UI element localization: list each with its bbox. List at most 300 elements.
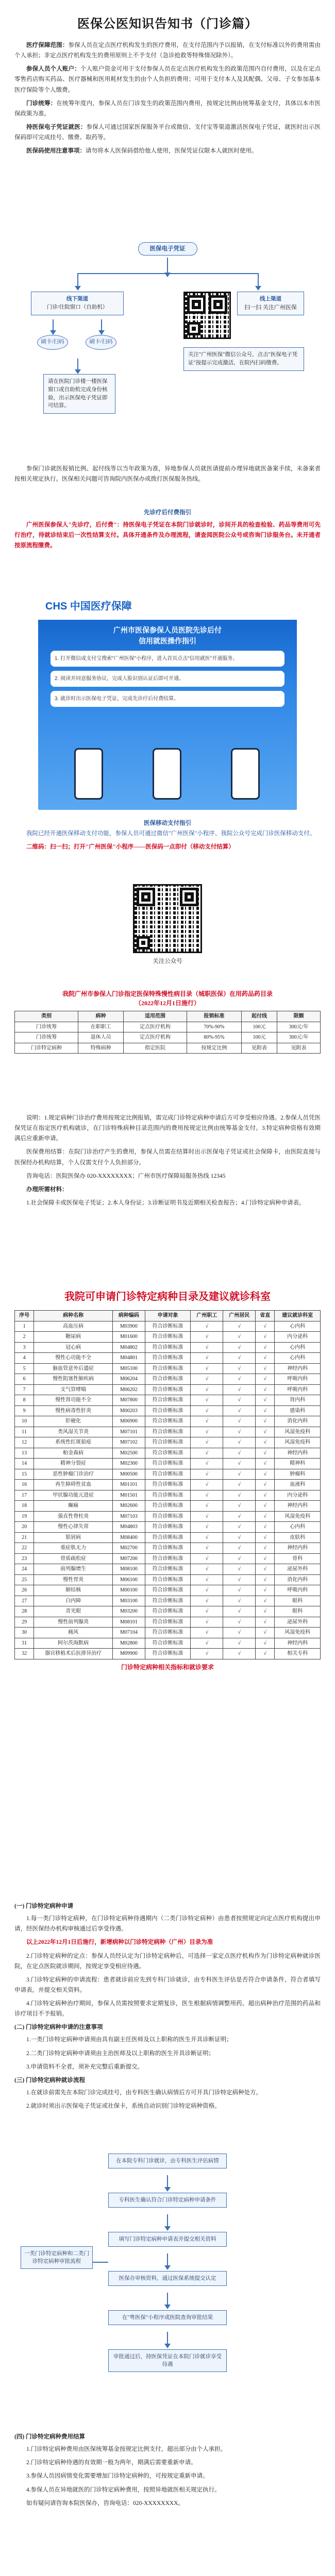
section-5-materials-title: 办理所需材料： <box>26 1186 68 1193</box>
table-cell: √ <box>256 1617 275 1628</box>
table-header-cell: 病种 <box>78 1011 124 1022</box>
table-cell: 神经内科 <box>275 1448 321 1459</box>
flow-step-4 <box>108 2271 227 2286</box>
table-header-cell: 病种名称 <box>34 1311 113 1321</box>
page-title: 医保公医知识告知书（门诊篇） <box>77 18 258 31</box>
table-cell: M08400 <box>112 1532 145 1543</box>
table-body <box>15 1321 321 1659</box>
table-cell: √ <box>191 1353 223 1364</box>
table-row <box>15 1405 321 1416</box>
table-cell: √ <box>256 1553 275 1564</box>
table-cell: 强直性脊柱炎 <box>34 1511 113 1522</box>
section-6-item: 1.一类门诊特定病种申请须由具有副主任医师及以上职称的医生开具诊断证明； <box>26 2037 232 2043</box>
table-cell: 神经内科 <box>275 1543 321 1554</box>
online-qr-caption: 扫一扫 关注广州医保 <box>244 304 297 311</box>
table-cell: M00500 <box>112 1469 145 1480</box>
table-2-footer: 门诊特定病种相关指标和就诊要求 <box>121 1663 214 1671</box>
table-cell: 符合诊断标准 <box>145 1532 191 1543</box>
table-cell: 符合诊断标准 <box>145 1374 191 1385</box>
para-lead: 持医保电子凭证就医： <box>26 124 87 130</box>
table-cell: 30 <box>15 1628 34 1638</box>
table-cell: M07103 <box>112 1511 145 1522</box>
flow-connector <box>167 2253 168 2266</box>
table-cell: 符合诊断标准 <box>145 1395 191 1406</box>
section-6-item: 3.申请资料不全者，须补充完整后重新提交。 <box>26 2063 144 2070</box>
table-cell: M02300 <box>112 1459 145 1469</box>
table-cell: 符合诊断标准 <box>145 1501 191 1512</box>
table-2-section <box>14 1288 321 1672</box>
table-cell: 定点医疗机构 <box>123 1032 187 1043</box>
table-cell: √ <box>191 1543 223 1554</box>
table-cell: 10 <box>15 1416 34 1427</box>
table-row <box>15 1490 321 1501</box>
table-cell: √ <box>191 1522 223 1533</box>
table-cell: √ <box>223 1480 256 1490</box>
table-cell: √ <box>223 1448 256 1459</box>
flow-step-text: 医保办审核资料，通过医保系统提交认定 <box>119 2276 216 2281</box>
table-cell: 心内科 <box>275 1321 321 1332</box>
table-cell: √ <box>256 1649 275 1659</box>
table-header-cell: 申请对象 <box>145 1311 191 1321</box>
table-cell: 慢性前列腺炎 <box>34 1617 113 1628</box>
intro-paragraph-4 <box>14 122 321 143</box>
table-cell: √ <box>256 1448 275 1459</box>
table-cell: M04802 <box>112 1342 145 1353</box>
table-cell: √ <box>256 1501 275 1512</box>
table-cell: √ <box>256 1469 275 1480</box>
section-5 <box>14 1113 321 1211</box>
poster-title-line-1: 广州市医保参保人员医院先诊后付 <box>113 626 222 634</box>
offline-oval-1 <box>37 335 68 350</box>
table-cell: 甲状腺功能亢进症 <box>34 1490 113 1501</box>
table-cell: M07102 <box>112 1437 145 1448</box>
table-header-cell: 类别 <box>15 1011 78 1022</box>
table-1-title: 我院广州市参保人门诊指定医保特殊慢性病目录（城职医保）在用药品药目录 <box>62 990 273 997</box>
table-cell: 符合诊断标准 <box>145 1363 191 1374</box>
table-cell: 符合诊断标准 <box>145 1649 191 1659</box>
table-cell: 符合诊断标准 <box>145 1332 191 1343</box>
table-cell: √ <box>223 1553 256 1564</box>
table-cell: 门诊统筹 <box>15 1022 78 1032</box>
poster-title <box>38 625 297 647</box>
flow-step-1 <box>108 2154 227 2168</box>
table-header-cell: 适用范围 <box>123 1011 187 1022</box>
table-cell: √ <box>223 1332 256 1343</box>
table-cell: M06100 <box>112 1574 145 1585</box>
table-cell: √ <box>191 1405 223 1416</box>
intro-paragraph-5 <box>14 146 321 156</box>
table-cell: √ <box>256 1459 275 1469</box>
table-cell: √ <box>191 1501 223 1512</box>
table-cell: 13 <box>15 1448 34 1459</box>
table-cell: 符合诊断标准 <box>145 1342 191 1353</box>
table-cell: 青光眼 <box>34 1606 113 1617</box>
table-cell: √ <box>191 1342 223 1353</box>
table-cell: 符合诊断标准 <box>145 1564 191 1575</box>
flow-step-text: 专科医生确认符合门诊特定病种申请条件 <box>119 2197 216 2203</box>
flow-connector <box>53 319 54 331</box>
table-cell: 支气管哮喘 <box>34 1384 113 1395</box>
table-cell: √ <box>223 1628 256 1638</box>
table-cell: √ <box>223 1606 256 1617</box>
table-cell: √ <box>256 1490 275 1501</box>
table-cell: 肿瘤科 <box>275 1469 321 1480</box>
table-cell: √ <box>223 1501 256 1512</box>
table-cell: √ <box>256 1564 275 1575</box>
table-row <box>15 1022 321 1032</box>
table-cell: 血液科 <box>275 1480 321 1490</box>
table-cell: M03200 <box>112 1606 145 1617</box>
para-text: 个人账户资金可用于支付参保人员在定点医疗机构发生的政策范围内自付费用，以及在定点零售药店购买药品、医疗器械和医用耗材发生的由个人负担的费用；可用于支付本人及其配偶、父母、子女参加基本医疗保险等个人缴费。 <box>14 66 321 93</box>
table-cell: 符合诊断标准 <box>145 1427 191 1437</box>
section-2-paragraph: 参保门诊就医报销比例、起付线等以当年政策为准，异地参保人员就医请提前办理异地就医备案手续，未备案者按相关规定执行。医保相关问题可咨询院内医保办或拨打医保服务热线。 <box>14 466 321 483</box>
table-cell: 符合诊断标准 <box>145 1384 191 1395</box>
table-cell: M07800 <box>112 1395 145 1406</box>
table-cell: 25 <box>15 1574 34 1585</box>
table-cell: 消化内科 <box>275 1574 321 1585</box>
table-cell: 5 <box>15 1363 34 1374</box>
table-cell: 100元 <box>241 1032 277 1043</box>
table-cell: 23 <box>15 1553 34 1564</box>
table-cell: √ <box>256 1532 275 1543</box>
table-header-cell: 报销标准 <box>187 1011 241 1022</box>
table-cell: 16 <box>15 1480 34 1490</box>
table-cell: 4 <box>15 1353 34 1364</box>
table-cell: 慢性心律失常 <box>34 1522 113 1533</box>
table-cell: 神经内科 <box>275 1501 321 1512</box>
offline-oval-2 <box>86 335 116 350</box>
flow-step-text: 审批通过后，持医保凭证在本院门诊就诊享受待遇 <box>113 2354 222 2368</box>
table-cell: M02500 <box>112 1448 145 1459</box>
table-cell: 80%-95% <box>187 1032 241 1043</box>
table-cell: √ <box>191 1606 223 1617</box>
table-cell: √ <box>191 1459 223 1469</box>
flow-step-text: 填写门诊特定病种申请表并提交相关资料 <box>119 2236 216 2242</box>
table-row <box>15 1553 321 1564</box>
table-cell: M05100 <box>112 1363 145 1374</box>
table-cell: M08101 <box>112 1617 145 1628</box>
special-disease-flowchart <box>0 2154 335 2421</box>
table-cell: 内分泌科 <box>275 1332 321 1343</box>
table-body <box>15 1022 321 1054</box>
poster-step-text: 3. 就诊时出示医保电子凭证，完成先诊疗后付费结算。 <box>55 696 179 702</box>
table-cell: √ <box>191 1448 223 1459</box>
table-row <box>15 1511 321 1522</box>
flow-side-note <box>21 2246 93 2269</box>
flow-connector <box>93 2262 108 2263</box>
flow-connector <box>167 2175 168 2188</box>
table-cell: 31 <box>15 1638 34 1649</box>
table-cell: √ <box>223 1353 256 1364</box>
table-cell: √ <box>223 1459 256 1469</box>
section-6-heading-1: (一) 门诊特定病种申请 <box>14 1903 74 1909</box>
table-cell: 慢性阻塞性肺疾病 <box>34 1374 113 1385</box>
table-cell: 符合诊断标准 <box>145 1585 191 1596</box>
table-cell: 20 <box>15 1522 34 1533</box>
table-cell: 类风湿关节炎 <box>34 1427 113 1437</box>
table-cell: 内分泌科 <box>275 1490 321 1501</box>
oval-text: 刷卡/扫码 <box>41 339 64 345</box>
section-6-paragraph: 3.门诊特定病种的申请流程：患者就诊前应先到专科门诊就诊，由专科医生评估是否符合申请条件，符合者填写申请表，并提交相关资料。 <box>14 1976 321 1993</box>
table-cell: 70%-90% <box>187 1022 241 1032</box>
phone-icon <box>231 748 260 800</box>
table-cell: 符合诊断标准 <box>145 1522 191 1533</box>
section-6-paragraph: 2.门诊特定病种的定点：参保人员经认定为门诊特定病种后，可选择一家定点医疗机构作为门诊特定病种就诊医院，在定点医院就诊期间，按规定享受相应待遇。 <box>14 1953 321 1970</box>
section-4-heading: 医保移动支付指引 <box>144 820 191 826</box>
table-1 <box>14 1011 321 1054</box>
table-cell: 感染科 <box>275 1405 321 1416</box>
table-cell: 符合诊断标准 <box>145 1511 191 1522</box>
table-cell: √ <box>256 1606 275 1617</box>
table-cell: √ <box>191 1363 223 1374</box>
table-cell: √ <box>223 1437 256 1448</box>
table-cell: 32 <box>15 1649 34 1659</box>
table-cell: √ <box>256 1332 275 1343</box>
table-cell: 符合诊断标准 <box>145 1321 191 1332</box>
table-header-cell: 省直 <box>256 1311 275 1321</box>
flow-step-text: 在本院专科门诊就诊，由专科医生评估病情 <box>116 2158 219 2164</box>
flow-connector <box>167 2293 168 2305</box>
table-cell: √ <box>256 1511 275 1522</box>
intro-paragraph-3 <box>14 98 321 119</box>
table-cell: M04803 <box>112 1522 145 1533</box>
table-cell: 冠心病 <box>34 1342 113 1353</box>
table-cell: √ <box>256 1437 275 1448</box>
table-row <box>15 1480 321 1490</box>
table-cell: 肾内科 <box>275 1395 321 1406</box>
section-6-heading-3: (三) 门诊特定病种就诊流程 <box>14 2077 86 2083</box>
flow-top-node: 医保电子凭证 <box>138 242 197 256</box>
table-cell: 泌尿外科 <box>275 1564 321 1575</box>
para-lead: 医疗保障范围： <box>26 42 69 48</box>
table-cell: √ <box>191 1574 223 1585</box>
offline-channel-title: 线下渠道 <box>66 296 88 302</box>
table-row <box>15 1638 321 1649</box>
table-cell: √ <box>256 1342 275 1353</box>
table-cell: √ <box>191 1469 223 1480</box>
section-6-paragraph: 1.每一类门诊特定病种，在门诊特定病种待遇期内（二类门诊特定病种）由患者按照规定向定点医疗机构提出申请，经医保经办机构审核通过后享受待遇。 <box>14 1916 321 1933</box>
table-cell: 符合诊断标准 <box>145 1469 191 1480</box>
section-7 <box>14 2432 321 2512</box>
table-cell: 300元/年 <box>277 1032 321 1043</box>
qr-caption: 关注公众号 <box>153 958 182 964</box>
poster-title-line-2: 信用就医操作指引 <box>139 637 196 645</box>
flow-connector <box>77 273 78 286</box>
table-header-row <box>15 1311 321 1321</box>
intro-paragraph-1 <box>14 40 321 61</box>
online-note-box <box>183 347 304 371</box>
table-cell: 指定医院 <box>123 1043 187 1054</box>
table-cell: √ <box>256 1628 275 1638</box>
flow-connector <box>167 258 168 273</box>
section-6-item: 2.就诊时须出示医保电子凭证或社保卡，系统自动识别门诊特定病种资格。 <box>26 2103 221 2109</box>
table-cell: 17 <box>15 1490 34 1501</box>
table-cell: 符合诊断标准 <box>145 1574 191 1585</box>
table-cell: 按规定比例 <box>187 1043 241 1054</box>
table-cell: √ <box>223 1574 256 1585</box>
table-cell: 眼科 <box>275 1606 321 1617</box>
table-cell: 器官移植术后抗排异治疗 <box>34 1649 113 1659</box>
qr-code-icon <box>183 292 231 339</box>
table-row <box>15 1332 321 1343</box>
table-header-cell: 病种编码 <box>112 1311 145 1321</box>
table-row <box>15 1363 321 1374</box>
table-cell: 眼科 <box>275 1596 321 1606</box>
flow-step-6 <box>108 2349 227 2372</box>
table-cell: √ <box>256 1395 275 1406</box>
table-cell: 特殊病种 <box>78 1043 124 1054</box>
intro-section <box>14 40 321 159</box>
table-cell: M02700 <box>112 1543 145 1554</box>
table-header-cell: 广州职工 <box>191 1311 223 1321</box>
table-cell: M07200 <box>112 1553 145 1564</box>
table-cell: √ <box>223 1596 256 1606</box>
table-cell: √ <box>191 1532 223 1543</box>
table-cell: √ <box>191 1332 223 1343</box>
table-cell: √ <box>256 1405 275 1416</box>
table-cell: 神经内科 <box>275 1638 321 1649</box>
table-cell: √ <box>256 1321 275 1332</box>
table-cell: M06204 <box>112 1374 145 1385</box>
table-cell: √ <box>256 1574 275 1585</box>
table-cell: √ <box>191 1416 223 1427</box>
poster-step-card-3 <box>51 691 284 707</box>
table-cell: 28 <box>15 1606 34 1617</box>
table-cell: √ <box>223 1532 256 1543</box>
chs-logo: CHS 中国医疗保障 <box>38 594 297 620</box>
section-7-item: 2.门诊特定病种待遇的有效期一般为两年，期满后需要重新申请。 <box>26 2460 197 2466</box>
table-cell: √ <box>223 1321 256 1332</box>
para-text: 在统筹年度内，参保人员在门诊发生的政策范围内费用，按规定比例由统筹基金支付，具体以本市医保政策为准。 <box>14 100 321 117</box>
table-cell: 符合诊断标准 <box>145 1480 191 1490</box>
table-cell: √ <box>191 1596 223 1606</box>
flow-connector <box>77 359 78 370</box>
table-cell: √ <box>223 1638 256 1649</box>
table-cell: √ <box>223 1543 256 1554</box>
table-cell: M06202 <box>112 1384 145 1395</box>
table-cell: √ <box>256 1363 275 1374</box>
table-cell: 精神分裂症 <box>34 1459 113 1469</box>
table-cell: 符合诊断标准 <box>145 1490 191 1501</box>
table-row <box>15 1437 321 1448</box>
table-cell: 门诊特定病种 <box>15 1043 78 1054</box>
table-row <box>15 1321 321 1332</box>
table-cell: √ <box>256 1522 275 1533</box>
table-row <box>15 1543 321 1554</box>
table-cell: 符合诊断标准 <box>145 1448 191 1459</box>
table-cell: 再生障碍性贫血 <box>34 1480 113 1490</box>
table-cell: 慢性肾功能不全 <box>34 1395 113 1406</box>
table-cell: 1 <box>15 1321 34 1332</box>
table-cell: M01101 <box>112 1480 145 1490</box>
section-6-item: 1.在就诊前需先在本院门诊完成挂号，由专科医生确认病情后方可开具门诊特定病种处方。 <box>26 2089 262 2096</box>
table-cell: 11 <box>15 1427 34 1437</box>
phone-icon <box>74 748 103 800</box>
table-row <box>15 1459 321 1469</box>
table-header-cell: 建议就诊科室 <box>275 1311 321 1321</box>
table-cell: 重症肌无力 <box>34 1543 113 1554</box>
table-cell: 帕金森病 <box>34 1448 113 1459</box>
ecard-flowchart <box>21 242 314 469</box>
table-cell: √ <box>191 1628 223 1638</box>
table-cell: 精神科 <box>275 1459 321 1469</box>
offline-channel-text: 门诊/住院窗口（自助机） <box>46 304 108 310</box>
poster-step-card-2 <box>51 671 284 687</box>
table-cell: 呼吸内科 <box>275 1585 321 1596</box>
table-cell: √ <box>223 1374 256 1385</box>
table-row <box>15 1416 321 1427</box>
table-cell: √ <box>223 1427 256 1437</box>
flow-connector <box>167 2332 168 2344</box>
section-5-paragraph-2: 医保费用结算：在院门诊治疗产生的费用，参保人员需在结算时出示医保电子凭证或社会保障卡，由医院直接与医保经办机构结算，个人仅需支付个人负担部分。 <box>14 1149 321 1166</box>
table-cell: √ <box>191 1649 223 1659</box>
table-cell: √ <box>191 1490 223 1501</box>
table-cell: M03900 <box>112 1321 145 1332</box>
table-row <box>15 1617 321 1628</box>
table-cell: 心内科 <box>275 1342 321 1353</box>
oval-text: 刷卡/扫码 <box>89 339 113 345</box>
table-cell: 12 <box>15 1437 34 1448</box>
table-cell: 9 <box>15 1405 34 1416</box>
section-6-heading-2: (二) 门诊特定病种申请的注意事项 <box>14 2024 103 2031</box>
table-2-title: 我院可申请门诊特定病种目录及建议就诊科室 <box>64 1291 271 1302</box>
offline-note-box <box>43 374 115 414</box>
table-row <box>15 1427 321 1437</box>
flow-step-5 <box>108 2310 227 2325</box>
table-row <box>15 1596 321 1606</box>
qr-code-icon <box>133 884 202 953</box>
table-cell: 肝硬化 <box>34 1416 113 1427</box>
table-cell: M00100 <box>112 1585 145 1596</box>
table-cell: √ <box>223 1511 256 1522</box>
section-6-paragraph: 4.门诊特定病种治疗期间，参保人员需按照要求定期复诊，医生根据病情调整用药。超出病种治疗范围的药品和诊疗项目不予报销。 <box>14 2001 321 2018</box>
table-cell: 7 <box>15 1384 34 1395</box>
table-row <box>15 1606 321 1617</box>
table-cell: √ <box>191 1480 223 1490</box>
table-cell: 心内科 <box>275 1353 321 1364</box>
table-cell: 慢性胃炎 <box>34 1574 113 1585</box>
table-cell: √ <box>256 1384 275 1395</box>
table-cell: M01600 <box>112 1332 145 1343</box>
table-cell: 29 <box>15 1617 34 1628</box>
table-row <box>15 1032 321 1043</box>
table-cell: 癫痫 <box>34 1501 113 1512</box>
section-7-item: 3.参保人员因病情变化需要增加门诊特定病种的，可按规定重新申请。 <box>26 2473 209 2480</box>
table-cell: 见附表 <box>277 1043 321 1054</box>
table-row <box>15 1342 321 1353</box>
table-row <box>15 1501 321 1512</box>
table-cell: 肺结核 <box>34 1585 113 1596</box>
table-cell: 符合诊断标准 <box>145 1416 191 1427</box>
table-cell: 心内科 <box>275 1522 321 1533</box>
table-cell: 呼吸内科 <box>275 1384 321 1395</box>
table-cell: √ <box>191 1437 223 1448</box>
section-2 <box>14 464 321 487</box>
table-cell: √ <box>191 1511 223 1522</box>
table-row <box>15 1043 321 1054</box>
flow-connector <box>258 273 259 286</box>
table-cell: M01501 <box>112 1490 145 1501</box>
para-text: 参保人员在定点医疗机构发生的医疗费用，在支付范围内予以报销，在支付标准以外的费用需由个人承担；非定点医疗机构发生的费用原则上不予支付（急诊抢救等特殊情况除外）。 <box>14 42 321 59</box>
table-cell: M07104 <box>112 1628 145 1638</box>
table-cell: √ <box>256 1480 275 1490</box>
table-cell: 风湿免疫科 <box>275 1511 321 1522</box>
table-cell: √ <box>191 1553 223 1564</box>
table-cell: M08100 <box>112 1564 145 1575</box>
flow-connector <box>101 319 102 331</box>
table-cell: 26 <box>15 1585 34 1596</box>
table-cell: 系统性红斑狼疮 <box>34 1437 113 1448</box>
